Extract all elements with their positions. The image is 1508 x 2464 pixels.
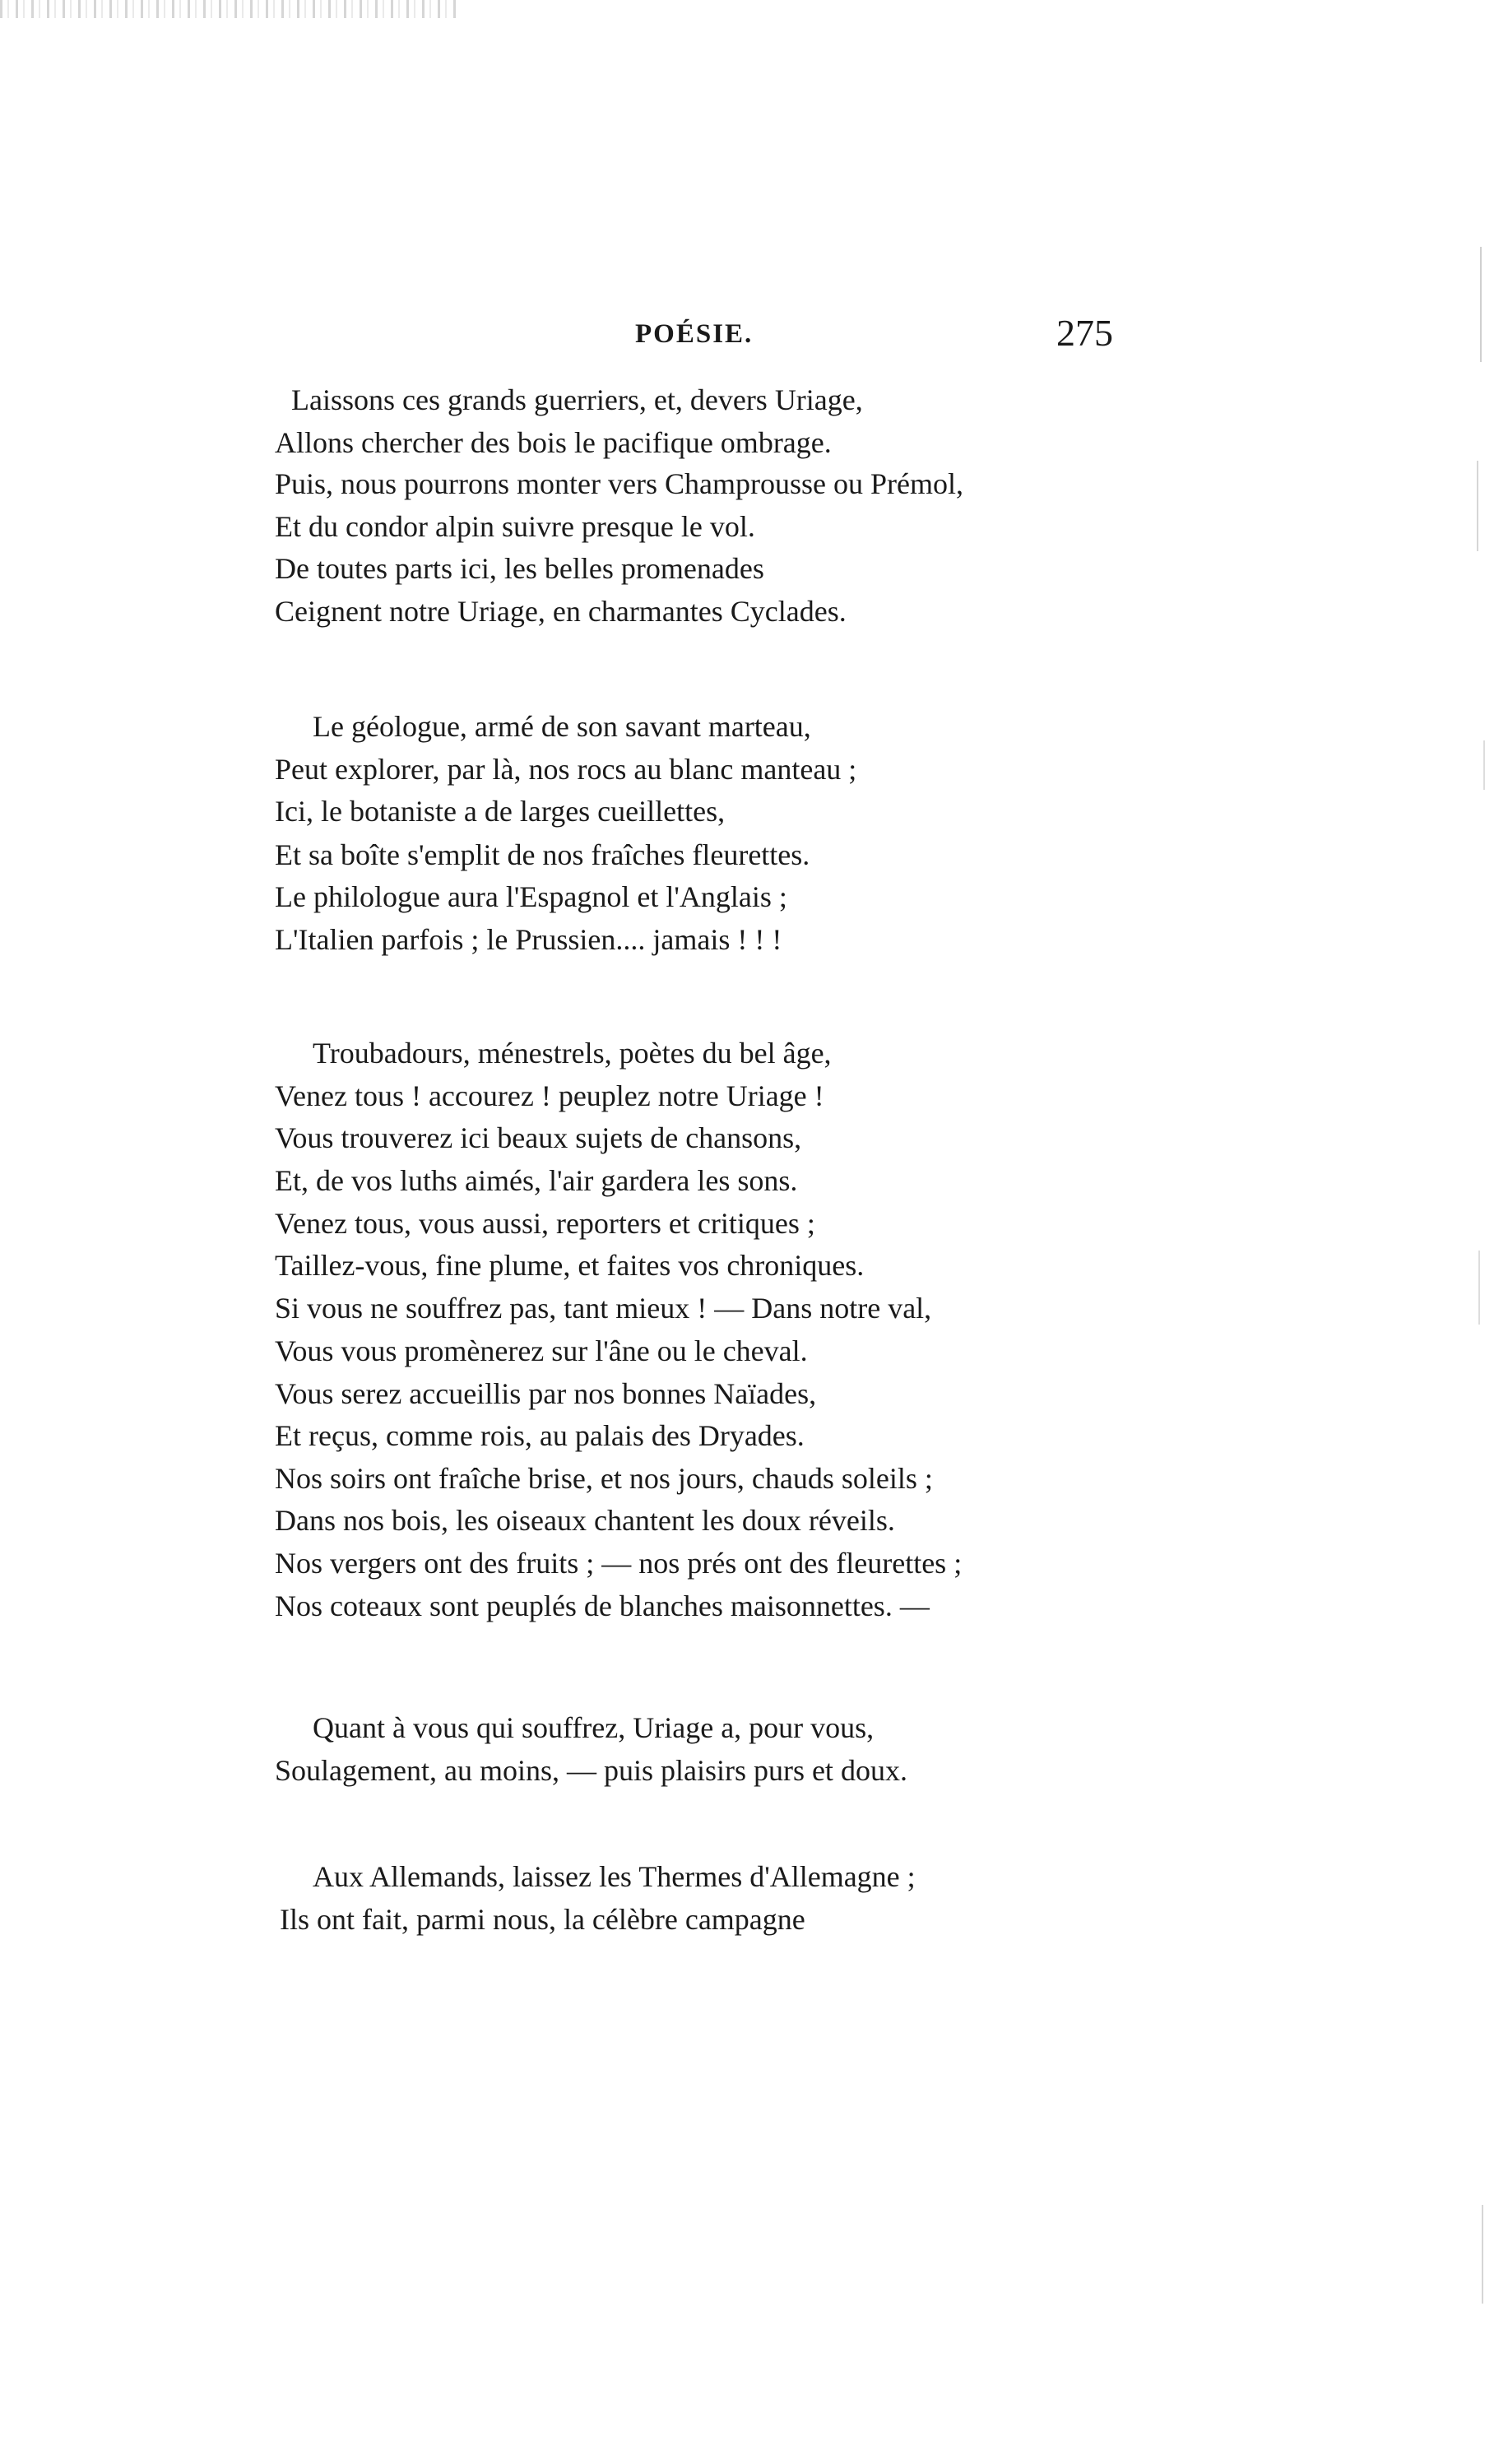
poem-line: Allons chercher des bois le pacifique ombrage. xyxy=(275,426,832,459)
poem-line: L'Italien parfois ; le Prussien.... jamais ! ! ! xyxy=(275,923,782,956)
poem-line: Ici, le botaniste a de larges cueillettes, xyxy=(275,795,726,828)
poem-line: Ils ont fait, parmi nous, la célèbre campagne xyxy=(280,1903,805,1936)
poem-line: Vous serez accueillis par nos bonnes Naïades, xyxy=(275,1377,817,1410)
edge-mark xyxy=(1483,740,1485,790)
poem-line: Venez tous ! accourez ! peuplez notre Uriage ! xyxy=(275,1079,824,1112)
poem-line: Nos soirs ont fraîche brise, et nos jours, chauds soleils ; xyxy=(275,1462,933,1495)
page-edge-marks xyxy=(1475,0,1508,2464)
poem-line: Laissons ces grands guerriers, et, devers Uriage, xyxy=(291,383,863,416)
poem-line: De toutes parts ici, les belles promenades xyxy=(275,552,764,585)
poem-line: Nos coteaux sont peuplés de blanches maisonnettes. — xyxy=(275,1589,930,1622)
poem-line: Vous vous promènerez sur l'âne ou le cheval. xyxy=(275,1334,808,1367)
poem-line: Et, de vos luths aimés, l'air gardera les sons. xyxy=(275,1164,798,1197)
poem-line: Le philologue aura l'Espagnol et l'Anglais ; xyxy=(275,880,787,913)
poem-line: Aux Allemands, laissez les Thermes d'Allemagne ; xyxy=(313,1860,916,1893)
page-number: 275 xyxy=(1056,312,1113,354)
poem-line: Nos vergers ont des fruits ; — nos prés ont des fleurettes ; xyxy=(275,1547,963,1580)
poem-line: Si vous ne souffrez pas, tant mieux ! — Dans notre val, xyxy=(275,1292,932,1325)
running-title: POÉSIE. xyxy=(635,319,754,349)
poem-line: Et du condor alpin suivre presque le vol. xyxy=(275,510,755,543)
poem-line: Dans nos bois, les oiseaux chantent les doux réveils. xyxy=(275,1504,895,1537)
poem-line: Peut explorer, par là, nos rocs au blanc manteau ; xyxy=(275,753,857,786)
poem-line: Vous trouverez ici beaux sujets de chansons, xyxy=(275,1121,802,1154)
poem-line: Soulagement, au moins, — puis plaisirs purs et doux. xyxy=(275,1754,907,1787)
edge-mark xyxy=(1477,461,1478,551)
poem-line: Puis, nous pourrons monter vers Champrousse ou Prémol, xyxy=(275,467,963,500)
poem-line: Troubadours, ménestrels, poètes du bel âge, xyxy=(313,1037,832,1070)
poem-line: Venez tous, vous aussi, reporters et critiques ; xyxy=(275,1207,815,1240)
poem-line: Quant à vous qui souffrez, Uriage a, pour vous, xyxy=(313,1711,875,1744)
poem-line: Le géologue, armé de son savant marteau, xyxy=(313,710,811,743)
edge-mark xyxy=(1482,2205,1483,2304)
poem-line: Et sa boîte s'emplit de nos fraîches fleurettes. xyxy=(275,838,810,871)
poem-line: Ceignent notre Uriage, en charmantes Cyclades. xyxy=(275,595,847,628)
poem-line: Taillez-vous, fine plume, et faites vos chroniques. xyxy=(275,1249,865,1282)
scan-edge-noise xyxy=(0,0,461,18)
edge-mark xyxy=(1480,247,1482,362)
poem-line: Et reçus, comme rois, au palais des Dryades. xyxy=(275,1419,805,1452)
edge-mark xyxy=(1478,1251,1480,1325)
